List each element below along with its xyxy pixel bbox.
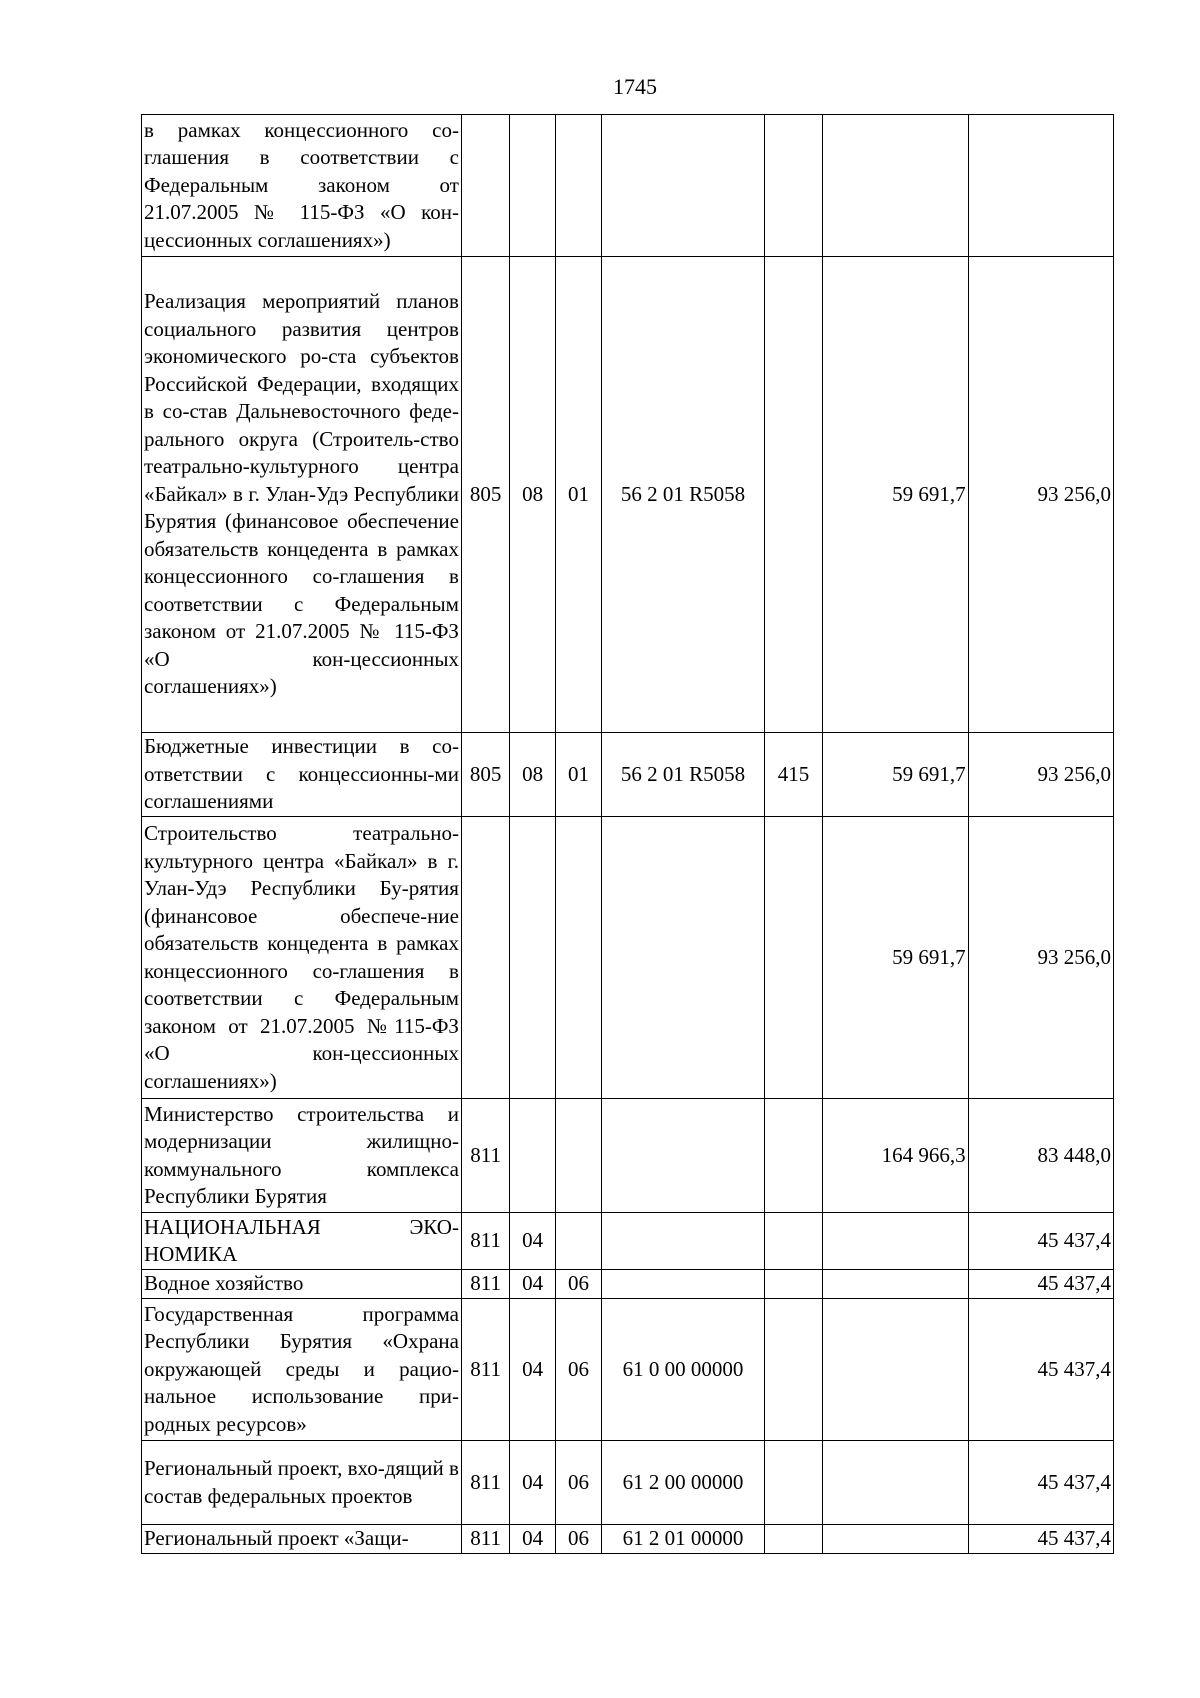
cell-sum1 <box>823 1270 968 1299</box>
table-row <box>142 115 1114 257</box>
cell-rz: 04 <box>510 1441 555 1525</box>
cell-gr <box>461 115 509 257</box>
cell-rz <box>510 115 555 257</box>
cell-vr <box>764 1270 823 1299</box>
row-name: Водное хозяйство <box>142 1270 462 1299</box>
cell-sum1: 164 966,3 <box>823 1099 968 1213</box>
cell-rz: 04 <box>510 1213 555 1270</box>
table-row <box>142 817 1114 1099</box>
cell-sum1 <box>823 1213 968 1270</box>
cell-sum2 <box>968 115 1113 257</box>
cell-sum2: 45 437,4 <box>968 1299 1113 1441</box>
cell-vr <box>764 1099 823 1213</box>
cell-pr: 06 <box>555 1270 601 1299</box>
cell-sum2: 93 256,0 <box>968 257 1113 733</box>
cell-sum2: 93 256,0 <box>968 733 1113 817</box>
row-name: НАЦИОНАЛЬНАЯ ЭКО-НОМИКА <box>142 1213 462 1270</box>
cell-sum2: 45 437,4 <box>968 1270 1113 1299</box>
cell-pr <box>555 1213 601 1270</box>
cell-vr: 415 <box>764 733 823 817</box>
cell-pr <box>555 817 601 1099</box>
cell-csr: 61 2 01 00000 <box>602 1525 765 1554</box>
table-row <box>142 1099 1114 1213</box>
cell-rz: 04 <box>510 1270 555 1299</box>
cell-rz: 04 <box>510 1525 555 1554</box>
cell-rz <box>510 1099 555 1213</box>
cell-gr: 805 <box>461 733 509 817</box>
cell-sum2: 45 437,4 <box>968 1441 1113 1525</box>
cell-vr <box>764 1299 823 1441</box>
cell-pr: 01 <box>555 257 601 733</box>
budget-table <box>141 114 1114 1554</box>
cell-sum1 <box>823 1299 968 1441</box>
cell-sum2: 45 437,4 <box>968 1213 1113 1270</box>
cell-gr: 805 <box>461 257 509 733</box>
cell-csr <box>602 1099 765 1213</box>
row-name: Государственная программа Республики Бурятия «Охрана окружающей среды и рацио-нальное использование при-родных ресурсов» <box>142 1299 462 1441</box>
cell-pr: 06 <box>555 1299 601 1441</box>
cell-vr <box>764 1441 823 1525</box>
cell-csr <box>602 817 765 1099</box>
table-body <box>142 115 1114 1554</box>
cell-gr: 811 <box>461 1525 509 1554</box>
cell-csr: 56 2 01 R5058 <box>602 733 765 817</box>
cell-gr <box>461 817 509 1099</box>
cell-pr: 06 <box>555 1441 601 1525</box>
table-row <box>142 1441 1114 1525</box>
cell-pr <box>555 1099 601 1213</box>
row-name: Министерство строительства и модернизации жилищно-коммунального комплекса Республики Бурятия <box>142 1099 462 1213</box>
row-name: в рамках концессионного со-глашения в соответствии с Федеральным законом от 21.07.2005 № 115-ФЗ «О кон-цессионных соглашениях») <box>142 115 462 257</box>
cell-csr <box>602 1270 765 1299</box>
cell-vr <box>764 257 823 733</box>
row-name: Региональный проект «Защи- <box>142 1525 462 1554</box>
cell-gr: 811 <box>461 1299 509 1441</box>
cell-sum1: 59 691,7 <box>823 257 968 733</box>
row-name: Бюджетные инвестиции в со-ответствии с концессионны-ми соглашениями <box>142 733 462 817</box>
cell-csr <box>602 115 765 257</box>
cell-sum2: 83 448,0 <box>968 1099 1113 1213</box>
cell-sum2: 45 437,4 <box>968 1525 1113 1554</box>
cell-sum2: 93 256,0 <box>968 817 1113 1099</box>
table-row <box>142 1525 1114 1554</box>
cell-sum1 <box>823 1525 968 1554</box>
cell-gr: 811 <box>461 1441 509 1525</box>
cell-gr: 811 <box>461 1213 509 1270</box>
table-row <box>142 733 1114 817</box>
cell-vr <box>764 115 823 257</box>
cell-csr: 61 2 00 00000 <box>602 1441 765 1525</box>
cell-rz: 04 <box>510 1299 555 1441</box>
table-row <box>142 1270 1114 1299</box>
row-name: Реализация мероприятий планов социального развития центров экономического ро-ста субъектов Российской Федерации, входящих в со-став Дальневосточного феде-рального округа (Строитель-ство театрально-культурного центра «Байкал» в г. Улан-Удэ Республики Бурятия (финансовое обеспечение обязательств концедента в рамках концессионного со-глашения в соответствии с Федеральным законом от 21.07.2005 № 115-ФЗ «О кон-цессионных соглашениях») <box>142 257 462 733</box>
cell-gr: 811 <box>461 1270 509 1299</box>
table-row <box>142 1299 1114 1441</box>
cell-vr <box>764 817 823 1099</box>
cell-pr <box>555 115 601 257</box>
table-row <box>142 1213 1114 1270</box>
table-row <box>142 257 1114 733</box>
row-name: Строительство театрально-культурного центра «Байкал» в г. Улан-Удэ Республики Бу-рятия (финансовое обеспече-ние обязательств концедента в рамках концессионного со-глашения в соответствии с Федеральным законом от 21.07.2005 №115-ФЗ «О кон-цессионных соглашениях») <box>142 817 462 1099</box>
cell-csr: 61 0 00 00000 <box>602 1299 765 1441</box>
cell-rz: 08 <box>510 257 555 733</box>
cell-rz <box>510 817 555 1099</box>
cell-vr <box>764 1525 823 1554</box>
cell-sum1: 59 691,7 <box>823 817 968 1099</box>
cell-pr: 01 <box>555 733 601 817</box>
cell-csr: 56 2 01 R5058 <box>602 257 765 733</box>
cell-csr <box>602 1213 765 1270</box>
cell-sum1 <box>823 1441 968 1525</box>
cell-sum1 <box>823 115 968 257</box>
cell-vr <box>764 1213 823 1270</box>
cell-rz: 08 <box>510 733 555 817</box>
cell-sum1: 59 691,7 <box>823 733 968 817</box>
page-number: 1745 <box>613 74 657 99</box>
cell-gr: 811 <box>461 1099 509 1213</box>
row-name: Региональный проект, вхо-дящий в состав федеральных проектов <box>142 1441 462 1525</box>
cell-pr: 06 <box>555 1525 601 1554</box>
